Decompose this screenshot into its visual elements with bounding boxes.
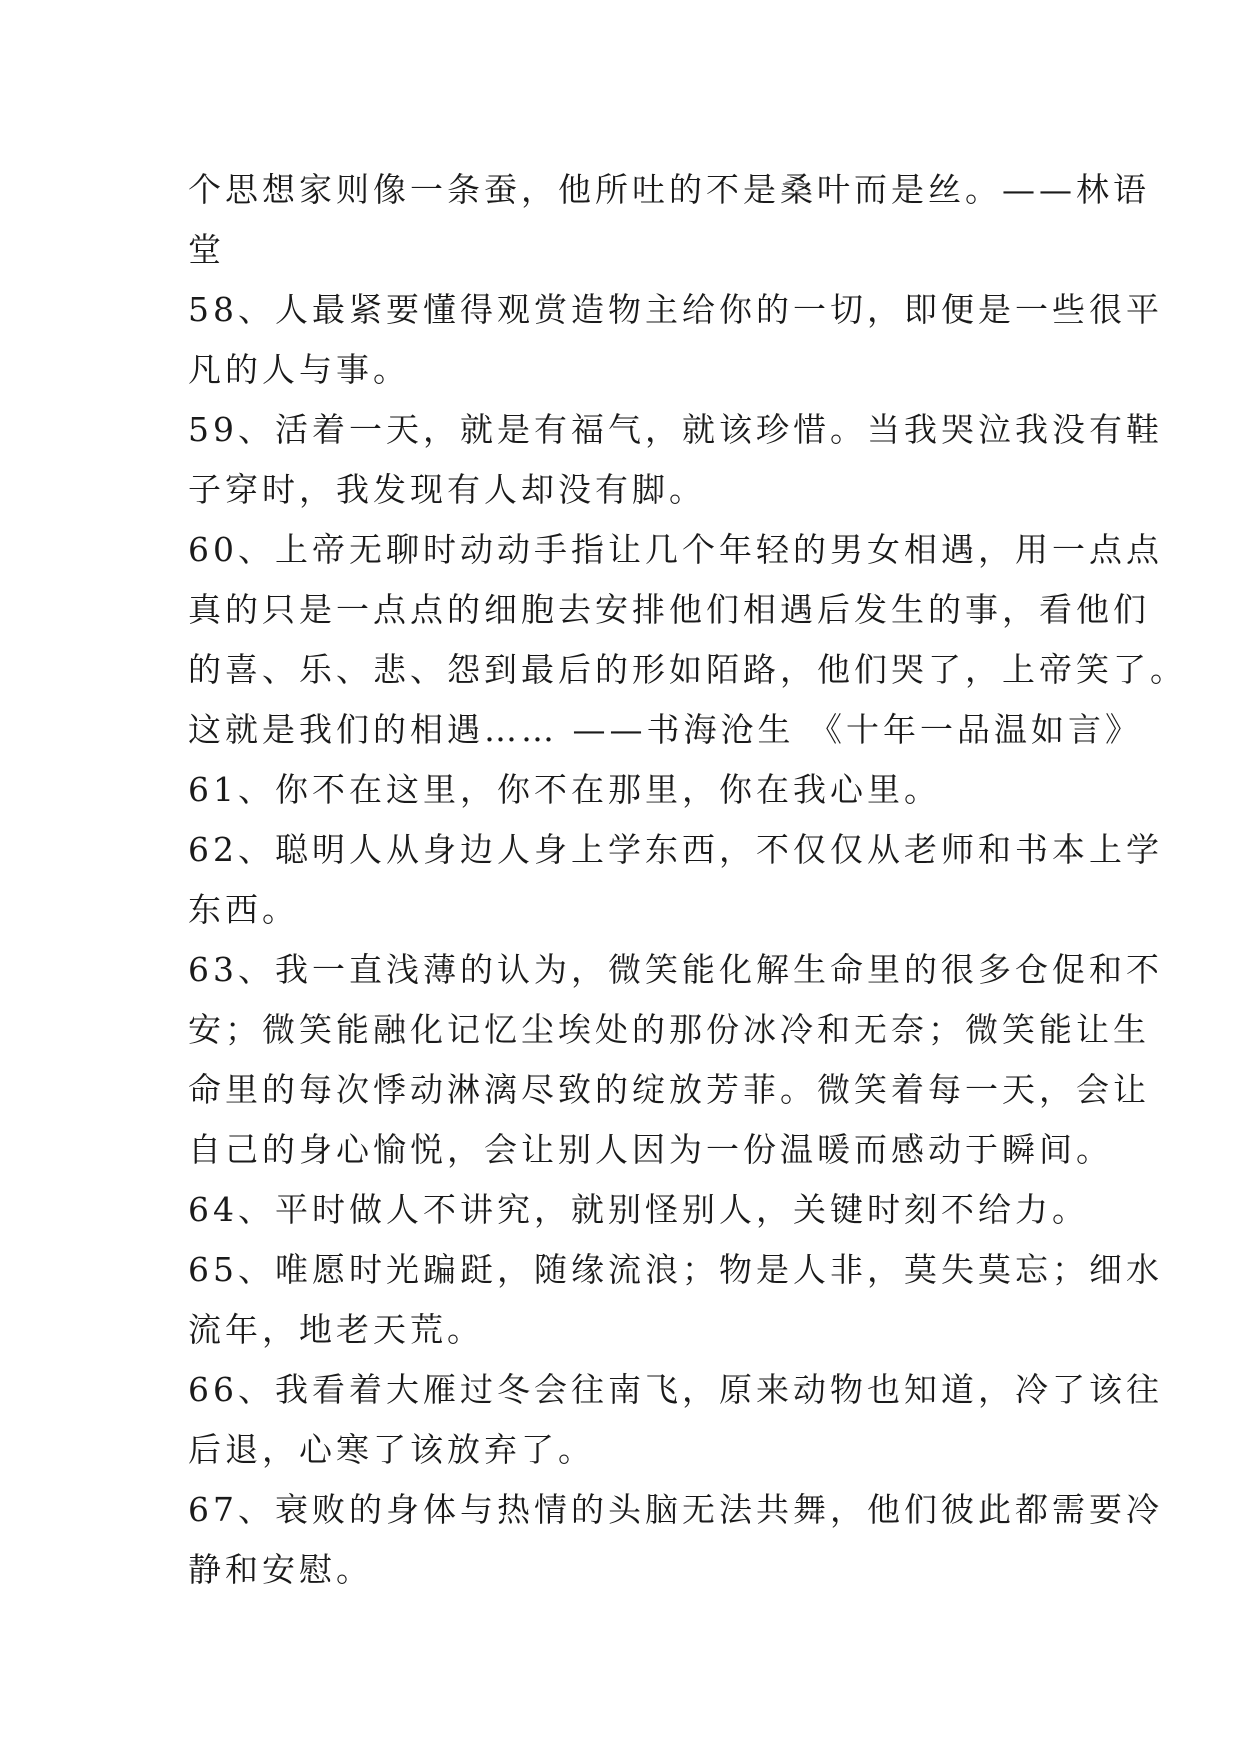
text-line: 个思想家则像一条蚕，他所吐的不是桑叶而是丝。——林语 bbox=[188, 170, 1150, 209]
text-line: 命里的每次悸动淋漓尽致的绽放芳菲。微笑着每一天，会让 bbox=[188, 1070, 1150, 1109]
text-line: 流年，地老天荒。 bbox=[188, 1310, 484, 1349]
text-line: 62、聪明人从身边人身上学东西，不仅仅从老师和书本上学 bbox=[188, 830, 1163, 869]
paragraph-quote-67 bbox=[188, 1480, 1163, 1600]
paragraph-quote-60 bbox=[188, 520, 1187, 760]
paragraph-quote-59 bbox=[188, 400, 1163, 520]
text-line: 子穿时，我发现有人却没有脚。 bbox=[188, 470, 706, 509]
text-line: 67、衰败的身体与热情的头脑无法共舞，他们彼此都需要冷 bbox=[188, 1490, 1163, 1529]
text-line: 凡的人与事。 bbox=[188, 350, 410, 389]
document-body bbox=[188, 160, 1187, 1600]
text-line: 后退，心寒了该放弃了。 bbox=[188, 1430, 595, 1469]
paragraph-quote-64 bbox=[188, 1180, 1089, 1240]
text-line: 这就是我们的相遇…… ——书海沧生 《十年一品温如言》 bbox=[188, 710, 1142, 749]
paragraph-quote-63 bbox=[188, 940, 1163, 1180]
paragraph-quote-58 bbox=[188, 280, 1163, 400]
paragraph-quote-65 bbox=[188, 1240, 1163, 1360]
text-line: 65、唯愿时光蹁跹，随缘流浪；物是人非，莫失莫忘；细水 bbox=[188, 1250, 1163, 1289]
text-line: 60、上帝无聊时动动手指让几个年轻的男女相遇，用一点点 bbox=[188, 530, 1163, 569]
text-line: 的喜、乐、悲、怨到最后的形如陌路，他们哭了，上帝笑了。 bbox=[188, 650, 1187, 689]
paragraph-quote-62 bbox=[188, 820, 1163, 940]
text-line: 安；微笑能融化记忆尘埃处的那份冰冷和无奈；微笑能让生 bbox=[188, 1010, 1150, 1049]
text-line: 东西。 bbox=[188, 890, 299, 929]
paragraph-quote-61 bbox=[188, 760, 1068, 820]
paragraph-quote-66 bbox=[188, 1360, 1163, 1480]
text-line: 64、平时做人不讲究，就别怪别人，关键时刻不给力。 bbox=[188, 1190, 1089, 1229]
text-line: 66、我看着大雁过冬会往南飞，原来动物也知道，冷了该往 bbox=[188, 1370, 1163, 1409]
text-line: 59、活着一天，就是有福气，就该珍惜。当我哭泣我没有鞋 bbox=[188, 410, 1163, 449]
text-line: 61、你不在这里，你不在那里，你在我心里。 bbox=[188, 770, 941, 809]
text-line: 自己的身心愉悦，会让别人因为一份温暖而感动于瞬间。 bbox=[188, 1130, 1113, 1169]
text-line: 63、我一直浅薄的认为，微笑能化解生命里的很多仓促和不 bbox=[188, 950, 1163, 989]
paragraph-quote-57-cont bbox=[188, 160, 1150, 280]
text-line: 堂 bbox=[188, 230, 225, 269]
text-line: 静和安慰。 bbox=[188, 1550, 373, 1589]
text-line: 真的只是一点点的细胞去安排他们相遇后发生的事，看他们 bbox=[188, 590, 1150, 629]
text-line: 58、人最紧要懂得观赏造物主给你的一切，即便是一些很平 bbox=[188, 290, 1163, 329]
